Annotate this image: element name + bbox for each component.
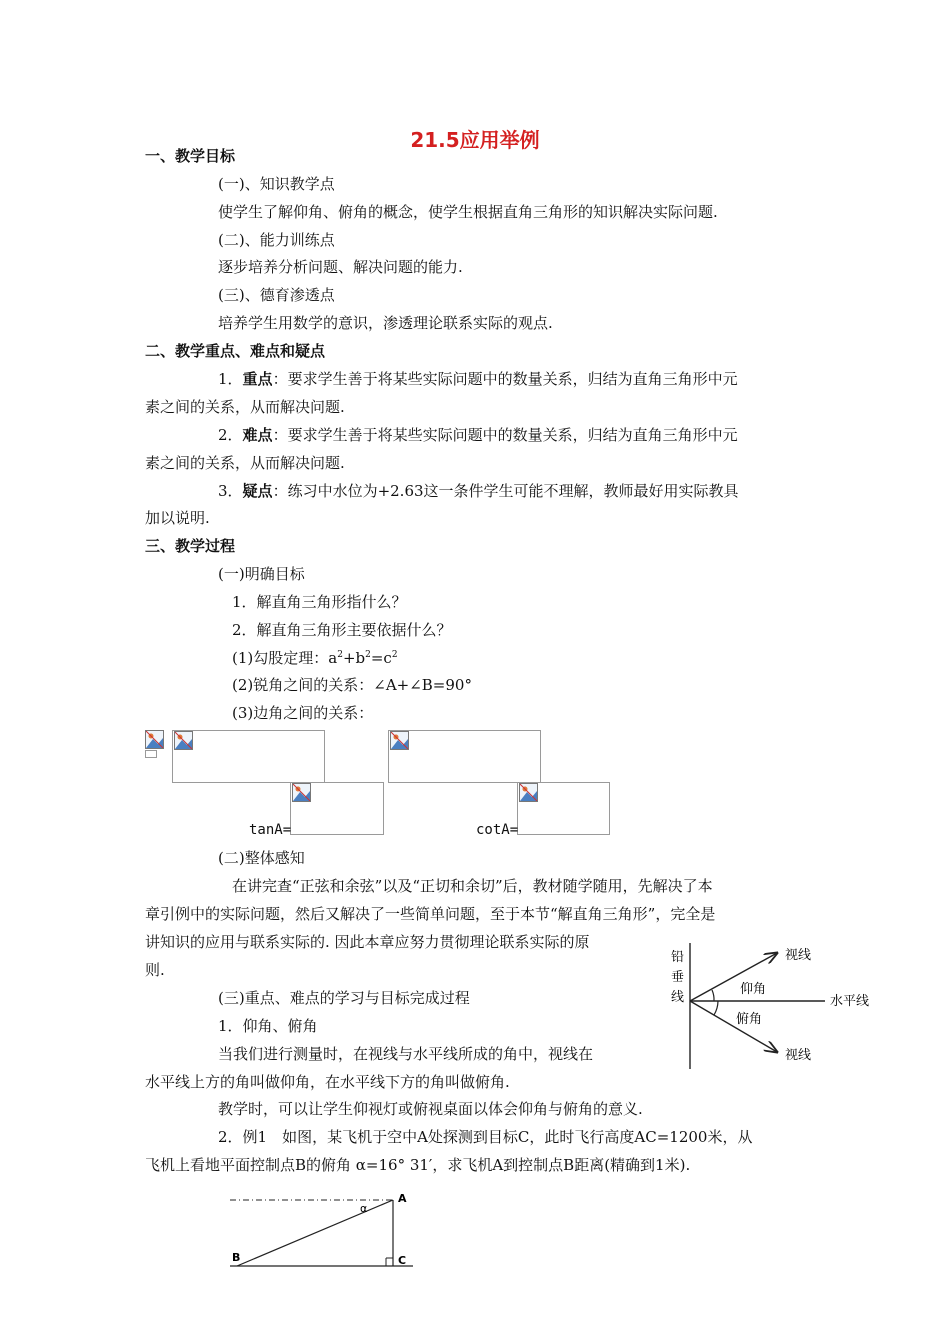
section-3-heading: 三、教学过程 xyxy=(145,537,236,555)
vertical-label-1: 铅 xyxy=(671,950,685,965)
broken-image-icon xyxy=(292,783,311,802)
label-C: C xyxy=(398,1254,407,1267)
s3-para-b: 章引例中的实际问题，然后又解决了一些简单问题，至于本节“解直角三角形”，完全是 xyxy=(145,905,716,923)
s3-q1: 1．解直角三角形指什么？ xyxy=(232,593,407,611)
broken-image-icon xyxy=(145,730,164,749)
side-AB xyxy=(237,1200,393,1266)
vertical-label-3: 线 xyxy=(671,990,685,1005)
sight-line-down xyxy=(690,1001,777,1052)
elevation-label: 仰角 xyxy=(740,982,767,997)
s1-p3: 培养学生用数学的意识，渗透理论联系实际的观点. xyxy=(218,314,553,332)
s3-example-line1: 2．例1 如图，某飞机于空中A处探测到目标C，此时飞行高度AC=1200米，从 xyxy=(218,1128,753,1146)
section-1-heading: 一、教学目标 xyxy=(145,147,236,165)
s3-example-line2: 飞机上看地平面控制点B的俯角 α=16° 31′，求飞机A到控制点B距离(精确到1米). xyxy=(145,1156,691,1174)
section-2-heading: 二、教学重点、难点和疑点 xyxy=(145,342,326,360)
s2-item2-line1: 2．难点：要求学生善于将某些实际问题中的数量关系，归结为直角三角形中元 xyxy=(218,426,738,444)
s3-para-a: 在讲完查“正弦和余弦”以及“正切和余切”后，教材随学随用，先解决了本 xyxy=(232,877,713,895)
depression-label: 俯角 xyxy=(736,1012,763,1027)
page-title: 21.5应用举例 xyxy=(410,128,540,152)
sight-top-label: 视线 xyxy=(785,948,812,963)
s3-topic1-p3: 教学时，可以让学生仰视灯或俯视桌面以体会仰角与俯角的意义. xyxy=(218,1100,643,1118)
s3-topic1-p1: 当我们进行测量时，在视线与水平线所成的角中，视线在 xyxy=(218,1045,594,1063)
formula-box-cosA xyxy=(388,730,541,783)
tan-label: tanA= xyxy=(249,822,292,838)
s3-para-d: 则. xyxy=(145,961,165,979)
right-angle-mark xyxy=(386,1258,393,1266)
broken-image-icon xyxy=(390,731,409,750)
s2-item3-line1: 3．疑点：练习中水位为+2.63这一条件学生可能不理解，教师最好用实际教具 xyxy=(218,482,739,500)
s1-sub3: (三)、德育渗透点 xyxy=(218,286,335,304)
s2-item1-line2: 素之间的关系，从而解决问题. xyxy=(145,398,345,416)
broken-image-icon xyxy=(519,783,538,802)
s1-p2: 逐步培养分析问题、解决问题的能力. xyxy=(218,258,463,276)
s3-para-c: 讲知识的应用与联系实际的. 因此本章应努力贯彻理论联系实际的原 xyxy=(145,933,590,951)
elevation-arc xyxy=(712,990,714,1001)
s3-sub3: (三)重点、难点的学习与目标完成过程 xyxy=(218,989,470,1007)
s3-r3: (3)边角之间的关系： xyxy=(232,704,374,722)
s3-sub1: (一)明确目标 xyxy=(218,565,305,583)
horizontal-label: 水平线 xyxy=(830,994,870,1009)
s3-topic1: 1．仰角、俯角 xyxy=(218,1017,318,1035)
vertical-label-2: 垂 xyxy=(671,970,685,985)
s1-sub2: (二)、能力训练点 xyxy=(218,231,335,249)
s2-item1-line1: 1．重点：要求学生善于将某些实际问题中的数量关系，归结为直角三角形中元 xyxy=(218,370,738,388)
s3-q2: 2．解直角三角形主要依据什么？ xyxy=(232,621,452,639)
elevation-depression-diagram xyxy=(660,935,890,1075)
s3-r1: (1)勾股定理：$a^2+b^2=c^2$ xyxy=(232,649,398,667)
s3-topic1-p2: 水平线上方的角叫做仰角，在水平线下方的角叫做俯角. xyxy=(145,1073,510,1091)
s1-sub1: (一)、知识教学点 xyxy=(218,175,335,193)
small-checkbox-placeholder xyxy=(145,750,157,758)
depression-arc xyxy=(714,1001,718,1015)
label-B: B xyxy=(232,1251,241,1264)
label-alpha: α xyxy=(360,1202,368,1215)
label-A: A xyxy=(398,1192,407,1205)
s2-item2-line2: 素之间的关系，从而解决问题. xyxy=(145,454,345,472)
formula-box-sinA xyxy=(172,730,325,783)
s3-r2: (2)锐角之间的关系：∠A+∠B=90° xyxy=(232,676,472,694)
sight-bottom-label: 视线 xyxy=(785,1048,812,1063)
s3-sub2: (二)整体感知 xyxy=(218,849,305,867)
cot-label: cotA= xyxy=(476,822,519,838)
example-triangle-diagram xyxy=(225,1188,425,1270)
broken-image-icon xyxy=(174,731,193,750)
s2-item3-line2: 加以说明. xyxy=(145,509,210,527)
s1-p1: 使学生了解仰角、俯角的概念，使学生根据直角三角形的知识解决实际问题. xyxy=(218,203,718,221)
